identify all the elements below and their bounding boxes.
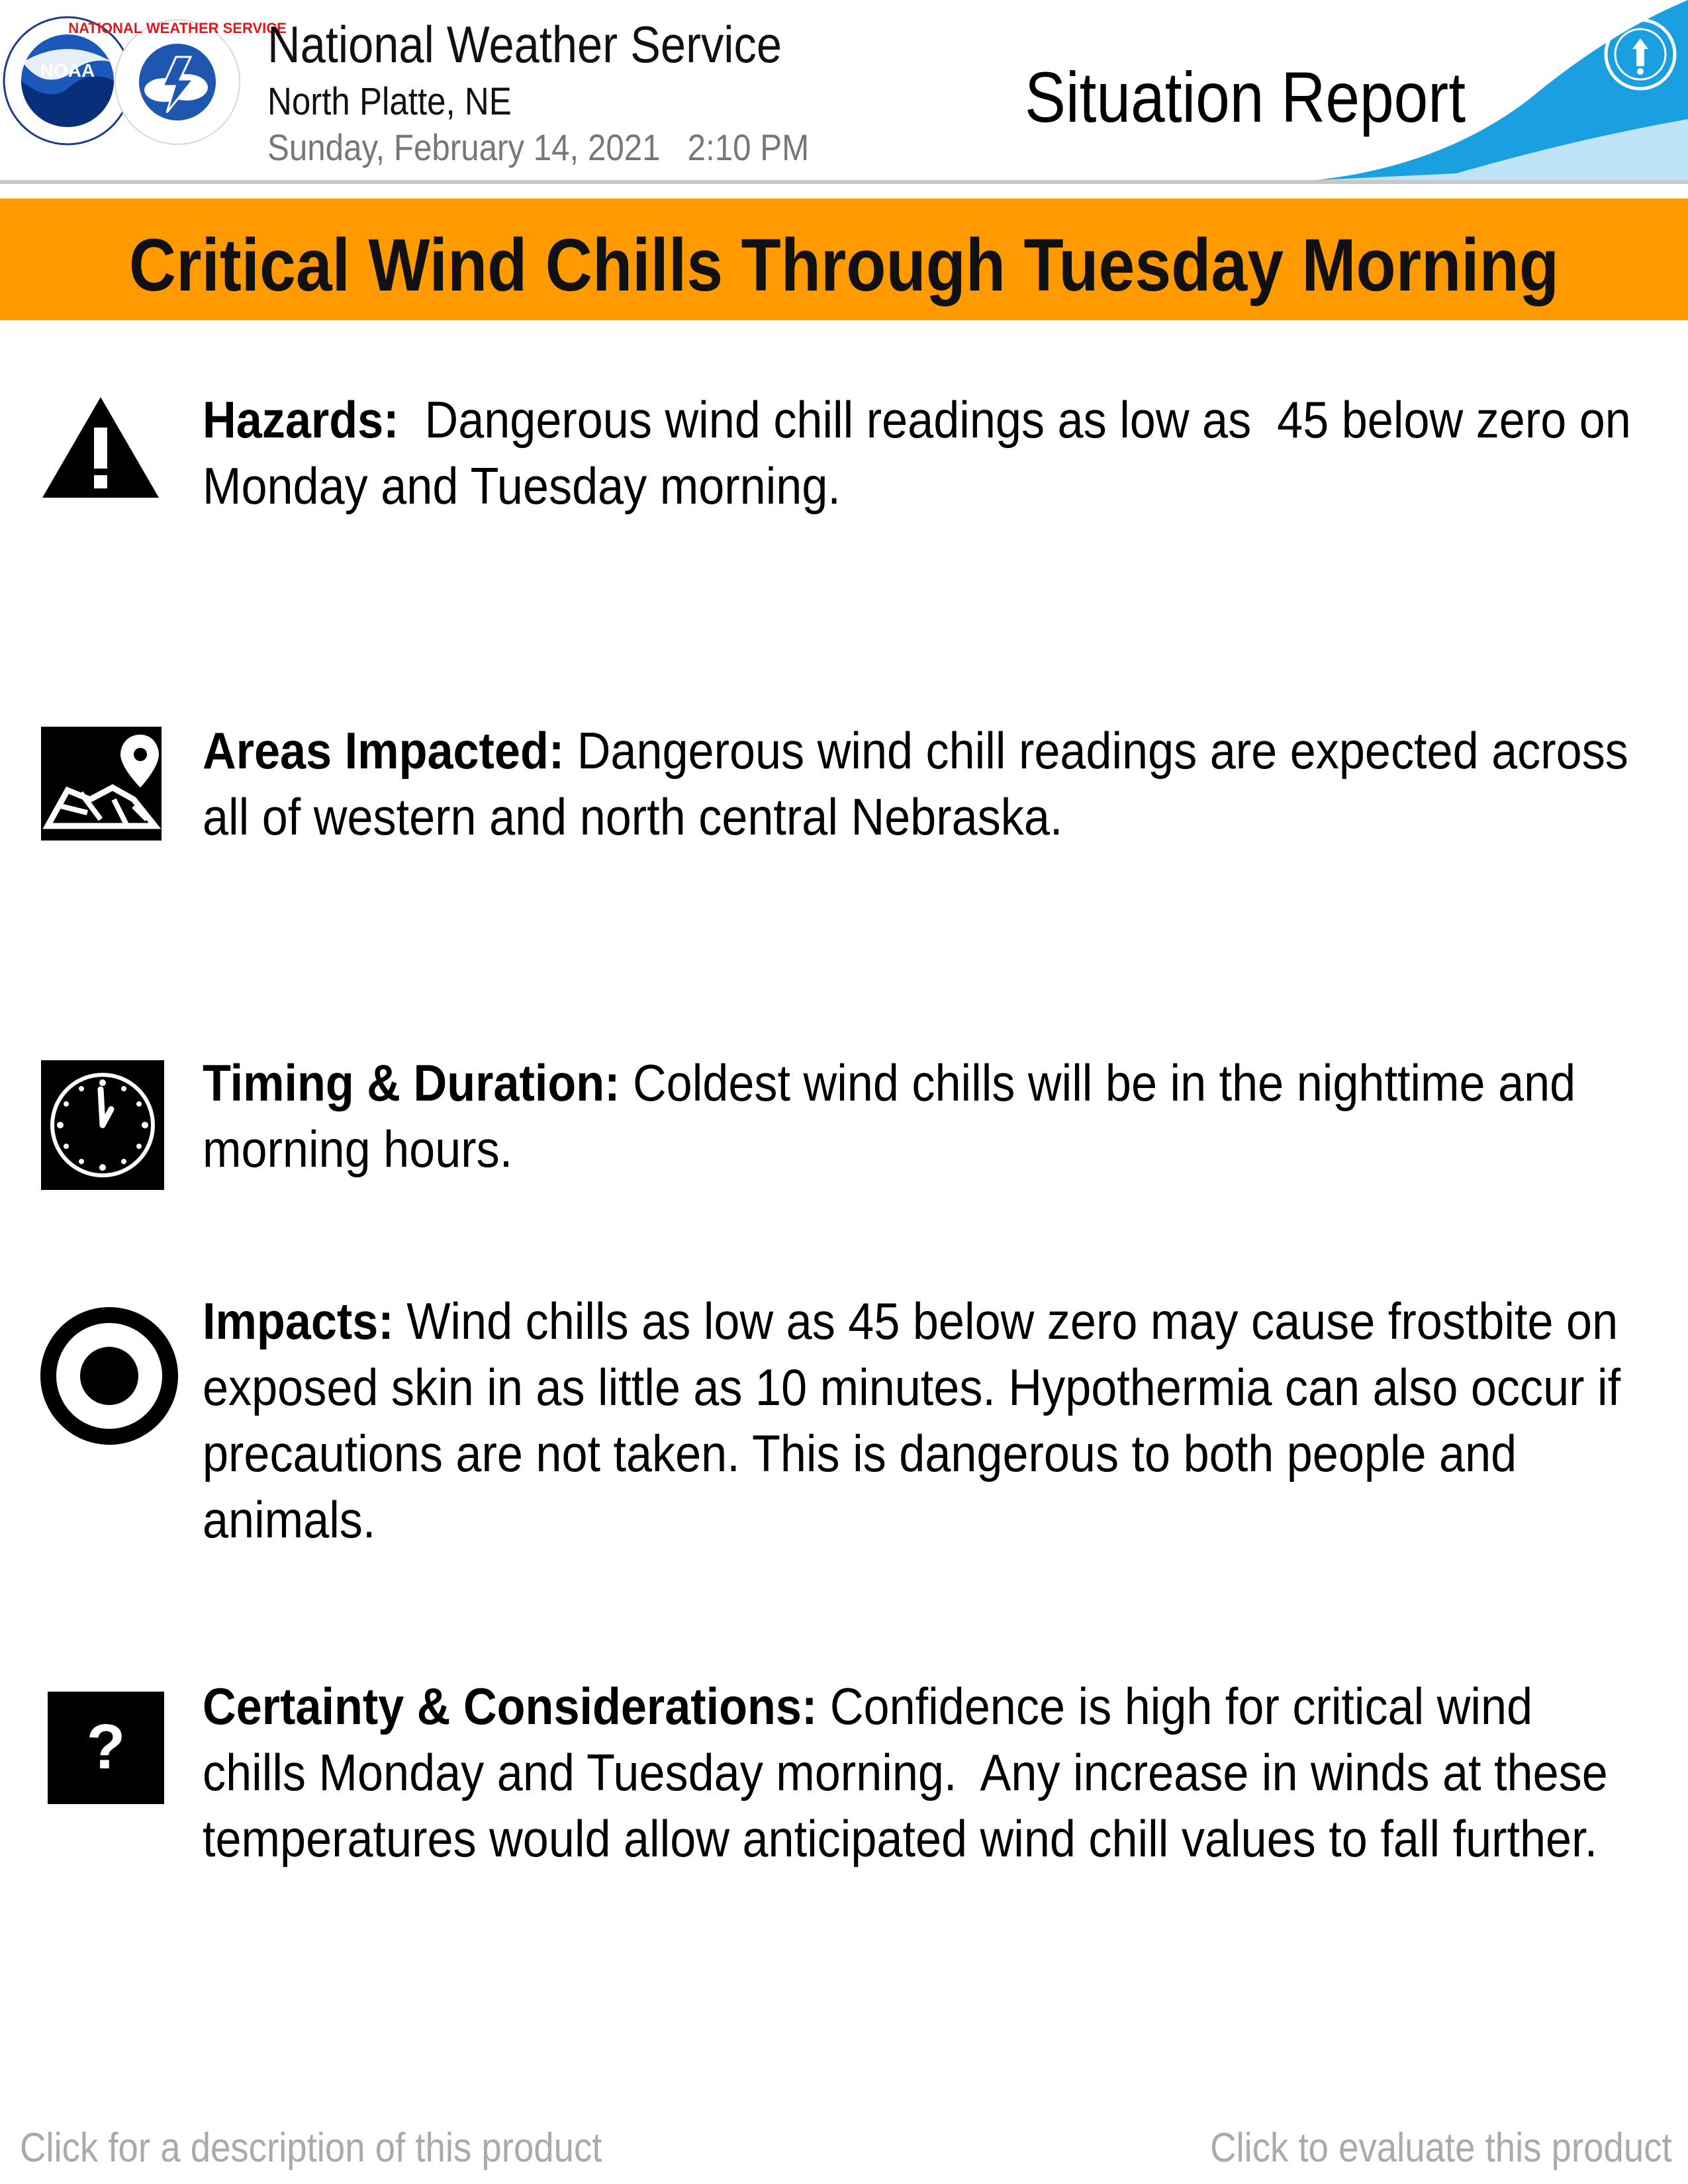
svg-text:?: ? [86,1711,126,1782]
nws-logo [68,16,287,155]
noaa-logo-text: NOAA [40,60,95,81]
section-certainty-considerations [203,1673,1644,1872]
section-body: Coldest wind chills will be in the nighttime and morning hours. [203,1054,1589,1178]
section-impacts [203,1288,1644,1553]
office-location: North Platte, NE [267,80,512,123]
section-hazards [203,387,1644,519]
product-title: Situation Report [1025,57,1466,137]
nws-logo-text: NATIONAL WEATHER SERVICE [68,20,287,36]
section-body: Wind chills as low as 45 below zero may cause frostbite on exposed skin in as little as 10 minutes. Hypothermia can also occur if precautions are not taken. This is dangerous to both people and animals. [203,1292,1634,1549]
section-heading: Timing & Duration: [203,1054,620,1112]
office-name: National Weather Service [267,15,782,73]
evaluate-product-link[interactable]: Click to evaluate this product [1210,2125,1672,2171]
issue-datetime [267,126,809,169]
question-icon [48,1692,164,1804]
section-heading: Hazards: [203,390,399,449]
headline-banner [0,199,1688,320]
section-body: Confidence is high for critical wind chills Monday and Tuesday morning. Any increase in winds at these temperatures would allow anticipated wind chill values to fall further. [203,1677,1621,1868]
section-heading: Areas Impacted: [203,721,565,780]
map-pin-icon [41,727,162,841]
target-icon [40,1306,179,1445]
doc-seal-icon [1602,16,1679,93]
section-heading: Impacts: [203,1292,394,1350]
section-timing-duration [203,1050,1644,1182]
headline-title: Critical Wind Chills Through Tuesday Morning [128,224,1560,306]
header-divider [0,180,1688,184]
clock-icon [41,1060,164,1190]
warning-triangle-icon [41,396,160,499]
issue-date: Sunday, February 14, 2021 [267,126,661,168]
section-body: Dangerous wind chill readings are expected across all of western and north central Nebraska. [203,721,1642,846]
section-heading: Certainty & Considerations: [203,1677,818,1735]
section-body: Dangerous wind chill readings as low as 45 below zero on Monday and Tuesday morning. [203,390,1644,515]
page-header [0,0,1688,187]
product-description-link[interactable]: Click for a description of this product [20,2125,602,2171]
section-areas-impacted [203,717,1644,850]
issue-time: 2:10 PM [687,126,810,168]
